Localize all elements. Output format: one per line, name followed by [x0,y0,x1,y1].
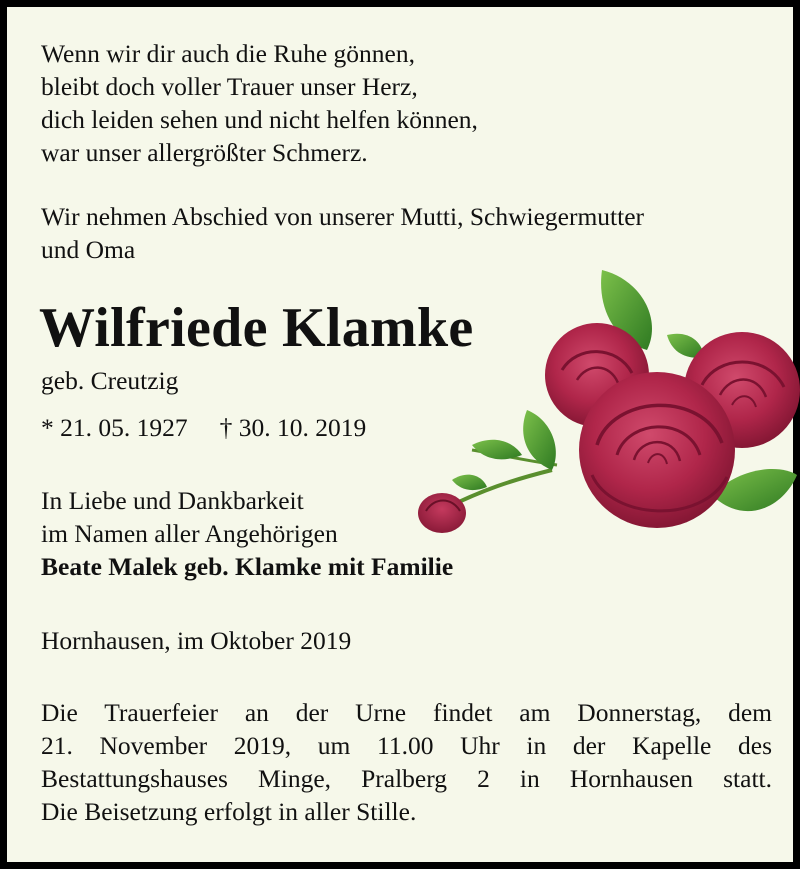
mourners-family: Beate Malek geb. Klamke mit Familie [41,552,454,581]
birth-date: * 21. 05. 1927 [41,413,188,442]
poem-line-3: dich leiden sehen und nicht helfen können, [41,105,478,134]
intro-line-2: und Oma [41,235,136,264]
poem-line-2: bleibt doch voller Trauer unser Herz, [41,72,418,101]
mourners-line-1: In Liebe und Dankbarkeit [41,486,304,515]
funeral-line-4: Die Beisetzung erfolgt in aller Stille. [41,797,417,826]
funeral-line-1: Die Trauerfeier an der Urne findet am Donnerstag, dem [41,698,772,727]
birth-name: geb. Creutzig [41,366,179,395]
place-date: Hornhausen, im Oktober 2019 [41,626,352,655]
funeral-line-2: 21. November 2019, um 11.00 Uhr in der Kapelle des [41,731,772,760]
roses-image [412,265,800,550]
intro-line-1: Wir nehmen Abschied von unserer Mutti, Schwiegermutter [41,202,645,231]
poem-line-4: war unser allergrößter Schmerz. [41,138,368,167]
death-date: † 30. 10. 2019 [219,413,367,442]
funeral-line-3: Bestattungshauses Minge, Pralberg 2 in Hornhausen statt. [41,764,772,793]
deceased-name: Wilfriede Klamke [39,297,474,359]
life-dates [41,411,366,444]
mourners-line-2: im Namen aller Angehörigen [41,519,338,548]
poem-line-1: Wenn wir dir auch die Ruhe gönnen, [41,39,415,68]
